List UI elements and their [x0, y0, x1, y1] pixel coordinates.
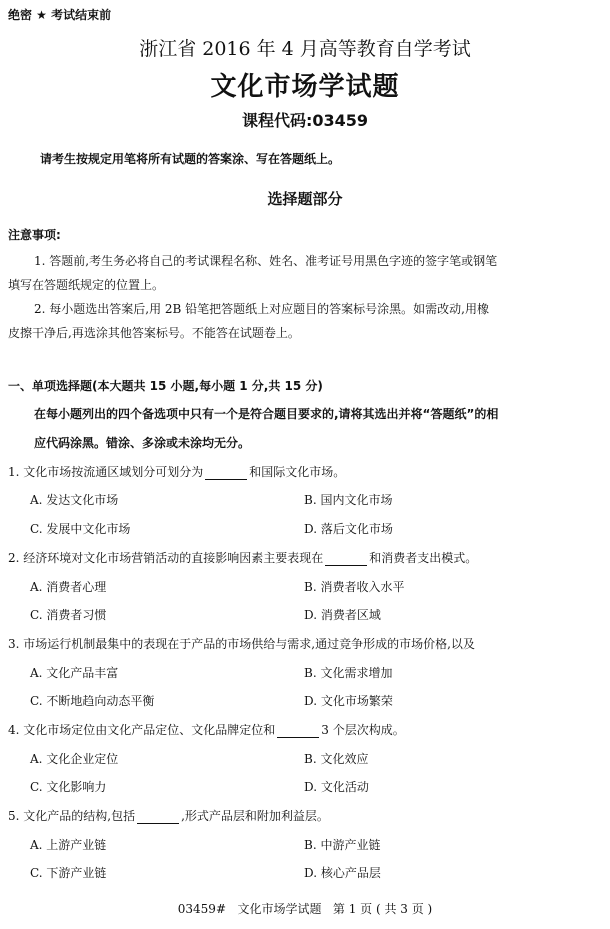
question-4-stem	[8, 721, 405, 738]
question-2-option-c: C. 消费者习惯	[30, 608, 107, 622]
exam-name: 浙江省 2016 年 4 月高等教育自学考试	[139, 38, 471, 60]
question-3-option-d: D. 文化市场繁荣	[304, 694, 393, 708]
question-5-stem	[8, 807, 329, 824]
question-3-stem-text: 3. 市场运行机制最集中的表现在于产品的市场供给与需求,通过竞争形成的市场价格,以及	[8, 637, 475, 651]
course-code: 课程代码:03459	[241, 111, 369, 130]
question-5-stem-tail: ,形式产品层和附加利益层。	[181, 809, 329, 823]
question-4-option-b: B. 文化效应	[304, 752, 369, 766]
general-instruction: 请考生按规定用笔将所有试题的答案涂、写在答题纸上。	[40, 152, 341, 166]
question-4-stem-text: 4. 文化市场定位由文化产品定位、文化品牌定位和	[8, 723, 276, 737]
question-5-option-b: B. 中游产业链	[304, 838, 381, 852]
question-1-option-c: C. 发展中文化市场	[30, 522, 131, 536]
question-3-stem	[8, 635, 475, 652]
question-4-stem-tail: 3 个层次构成。	[321, 723, 405, 737]
note-2-line-1: 2. 每小题选出答案后,用 2B 铅笔把答题纸上对应题目的答案标号涂黑。如需改动,用橡	[34, 302, 489, 316]
question-1-option-a: A. 发达文化市场	[30, 493, 119, 507]
question-4-option-a: A. 文化企业定位	[30, 752, 119, 766]
question-4-option-c: C. 文化影响力	[30, 780, 107, 794]
notes-title: 注意事项:	[8, 228, 61, 242]
question-5-option-d: D. 核心产品层	[304, 866, 381, 880]
page-footer: 03459# 文化市场学试题 第 1 页 ( 共 3 页 )	[177, 902, 433, 916]
question-5-option-c: C. 下游产业链	[30, 866, 107, 880]
note-1-line-1: 1. 答题前,考生务必将自己的考试课程名称、姓名、准考证号用黑色字迹的签字笔或钢笔	[34, 254, 498, 268]
question-5-option-a: A. 上游产业链	[30, 838, 107, 852]
note-1-line-2: 填写在答题纸规定的位置上。	[8, 278, 165, 292]
answer-blank	[137, 811, 179, 824]
question-3-option-b: B. 文化需求增加	[304, 666, 393, 680]
question-4-option-d: D. 文化活动	[304, 780, 369, 794]
part1-desc-line-1: 在每小题列出的四个备选项中只有一个是符合题目要求的,请将其选出并将“答题纸”的相	[34, 407, 499, 421]
question-2-option-b: B. 消费者收入水平	[304, 580, 405, 594]
question-1-stem	[8, 463, 345, 480]
answer-blank	[277, 725, 319, 738]
confidential-label: 绝密 ★ 考试结束前	[8, 8, 112, 22]
question-2-stem	[8, 549, 477, 566]
section-title: 选择题部分	[267, 190, 343, 208]
part1-heading: 一、单项选择题(本大题共 15 小题,每小题 1 分,共 15 分)	[8, 379, 323, 393]
question-2-stem-tail: 和消费者支出模式。	[369, 551, 478, 565]
question-2-stem-text: 2. 经济环境对文化市场营销活动的直接影响因素主要表现在	[8, 551, 324, 565]
question-1-stem-text: 1. 文化市场按流通区域划分可划分为	[8, 465, 204, 479]
question-1-option-d: D. 落后文化市场	[304, 522, 393, 536]
question-5-stem-text: 5. 文化产品的结构,包括	[8, 809, 136, 823]
answer-blank	[205, 467, 247, 480]
question-2-option-d: D. 消费者区域	[304, 608, 381, 622]
part1-desc-line-2: 应代码涂黑。错涂、多涂或未涂均无分。	[34, 436, 251, 450]
question-1-stem-tail: 和国际文化市场。	[249, 465, 346, 479]
question-1-option-b: B. 国内文化市场	[304, 493, 393, 507]
question-3-option-c: C. 不断地趋向动态平衡	[30, 694, 155, 708]
paper-title: 文化市场学试题	[210, 72, 400, 102]
question-3-option-a: A. 文化产品丰富	[30, 666, 119, 680]
note-2-line-2: 皮擦干净后,再选涂其他答案标号。不能答在试题卷上。	[8, 326, 300, 340]
question-2-option-a: A. 消费者心理	[30, 580, 107, 594]
answer-blank	[325, 553, 367, 566]
